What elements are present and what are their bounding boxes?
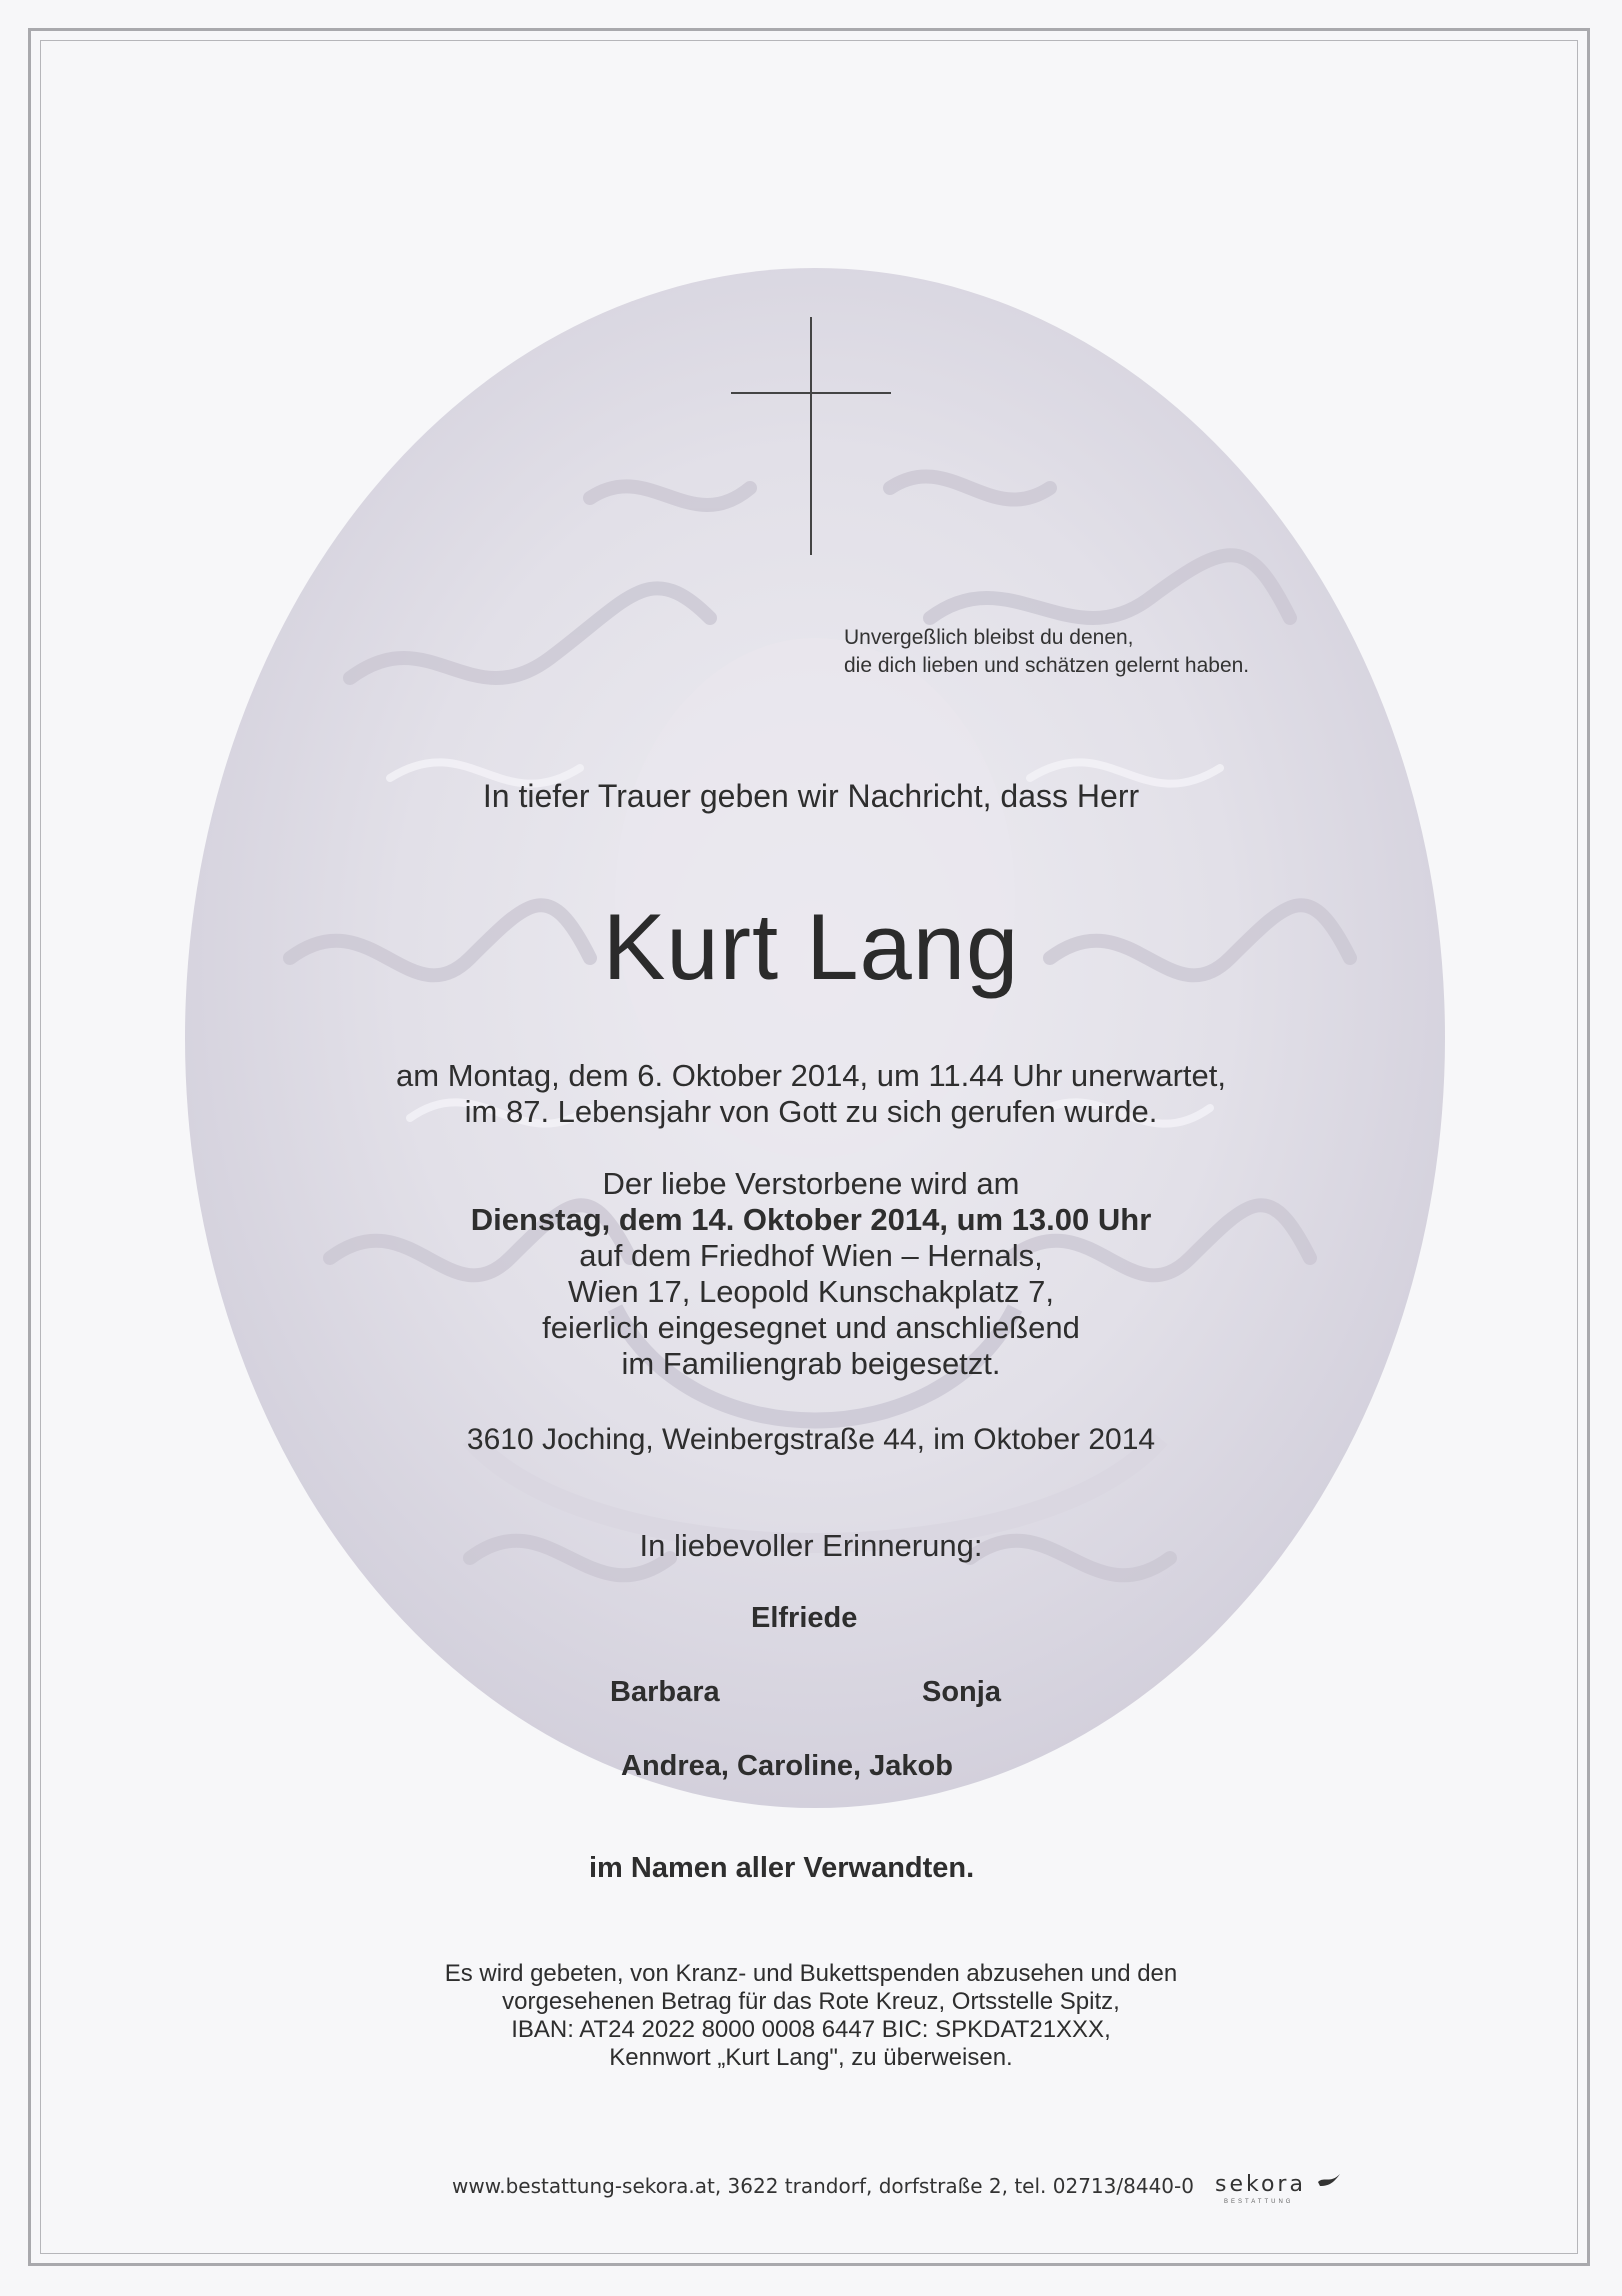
sekora-logo <box>1215 2172 1342 2197</box>
death-line: im 87. Lebensjahr von Gott zu sich gerufen wurde. <box>464 1094 1158 1129</box>
quote-line: Unvergeßlich bleibst du denen, <box>844 626 1134 649</box>
mourners-closing: im Namen aller Verwandten. <box>589 1852 975 1884</box>
funeral-line: Wien 17, Leopold Kunschakplatz 7, <box>568 1274 1054 1309</box>
place-date: 3610 Joching, Weinbergstraße 44, im Oktober 2014 <box>466 1423 1156 1456</box>
mourner-name: Elfriede <box>751 1602 858 1634</box>
funeral-line: im Familiengrab beigesetzt. <box>621 1346 1001 1381</box>
memorial-quote <box>844 624 1249 680</box>
donation-line: IBAN: AT24 2022 8000 0008 6447 BIC: SPKDAT21XXX, <box>511 2016 1111 2043</box>
donation-line: Kennwort „Kurt Lang", zu überweisen. <box>609 2044 1013 2071</box>
mourner-name: Andrea, Caroline, Jakob <box>621 1750 953 1782</box>
funeral-line: Der liebe Verstorbene wird am <box>602 1166 1020 1201</box>
death-line: am Montag, dem 6. Oktober 2014, um 11.44 Uhr unerwartet, <box>396 1058 1226 1093</box>
bird-icon <box>1316 2172 1342 2190</box>
footer-contact: www.bestattung-sekora.at, 3622 trandorf, dorfstraße 2, tel. 02713/8440-0 <box>452 2174 1194 2198</box>
cross-icon <box>731 317 891 555</box>
mourner-name: Barbara <box>610 1676 720 1708</box>
logo-text: sekora <box>1215 2172 1306 2197</box>
mourners-heading: In liebevoller Erinnerung: <box>639 1528 983 1563</box>
quote-line: die dich lieben und schätzen gelernt haben. <box>844 654 1250 677</box>
funeral-line: auf dem Friedhof Wien – Hernals, <box>579 1238 1043 1273</box>
funeral-date: Dienstag, dem 14. Oktober 2014, um 13.00 Uhr <box>470 1202 1152 1237</box>
intro-text: In tiefer Trauer geben wir Nachricht, dass Herr <box>482 778 1140 814</box>
donation-line: vorgesehenen Betrag für das Rote Kreuz, Ortsstelle Spitz, <box>502 1988 1120 2015</box>
mourner-name: Sonja <box>922 1676 1001 1708</box>
funeral-line: feierlich eingesegnet und anschließend <box>542 1310 1080 1345</box>
donation-line: Es wird gebeten, von Kranz- und Bukettspenden abzusehen und den <box>444 1960 1178 1987</box>
logo-subtitle: BESTATTUNG <box>1224 2199 1294 2205</box>
deceased-name: Kurt Lang <box>602 894 1020 999</box>
